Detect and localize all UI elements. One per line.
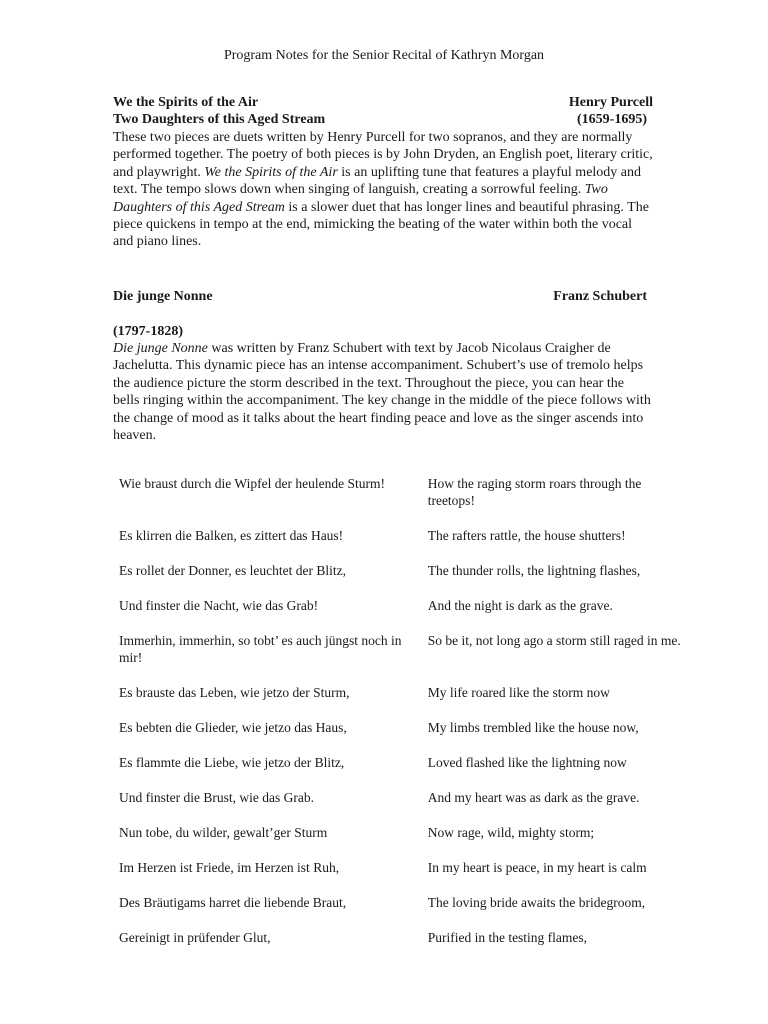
schubert-piece-title: Die junge Nonne [113, 289, 213, 304]
lyrics-row [113, 629, 693, 681]
lyrics-row [113, 681, 693, 716]
english-line: How the raging storm roars through the treetops! [427, 476, 642, 508]
english-line: Loved flashed like the lightning now [427, 755, 627, 770]
english-line: Now rage, wild, mighty storm; [427, 825, 595, 840]
lyrics-row [113, 786, 693, 821]
purcell-notes-italic2: Two Daughters of this Aged Stream [113, 182, 608, 215]
german-line: Wie braust durch die Wipfel der heulende Sturm! [119, 476, 385, 491]
purcell-section [113, 95, 653, 251]
lyrics-row [113, 524, 693, 559]
lyrics-row [113, 751, 693, 786]
german-line: Es brauste das Leben, wie jetzo der Sturm, [119, 685, 350, 700]
german-line: Im Herzen ist Friede, im Herzen ist Ruh, [119, 860, 340, 875]
schubert-notes-text: was written by Franz Schubert with text by Jacob Nicolaus Craigher de Jachelutta. This dynamic piece has an intense accompaniment. Schubert’s use of tremolo helps the audience picture the storm described in the text. Throughout the piece, you can hear the bells ringing within the accompaniment. The key change in the middle of the piece follows with the change of mood as it talks about the heart finding peace and love as the singer ascends into heaven. [113, 341, 651, 444]
english-line: And the night is dark as the grave. [427, 598, 613, 613]
english-line: In my heart is peace, in my heart is calm [427, 860, 647, 875]
purcell-notes-part3: is a slower duet that has longer lines and beautiful phrasing. The piece quickens in tempo at the end, mimicking the beating of the water within both the vocal and piano lines. [113, 199, 649, 250]
schubert-header-row [113, 289, 653, 306]
german-line: Immerhin, immerhin, so tobt’ es auch jüngst noch in mir! [119, 633, 402, 665]
lyrics-table-body [113, 472, 693, 961]
purcell-notes-part2: is an uplifting tune that features a playful melody and text. The tempo slows down when singing of languish, creating a sorrowful feeling. [113, 164, 642, 198]
schubert-dates: (1797-1828) [113, 324, 183, 339]
english-line: The thunder rolls, the lightning flashes, [427, 563, 641, 578]
english-line: Purified in the testing flames, [427, 930, 588, 945]
german-line: Es klirren die Balken, es zittert das Haus! [119, 528, 344, 543]
german-line: Es rollet der Donner, es leuchtet der Blitz, [119, 563, 347, 578]
german-line: Es bebten die Glieder, wie jetzo das Haus, [119, 720, 347, 735]
lyrics-translation-table [113, 472, 693, 961]
english-line: The rafters rattle, the house shutters! [427, 528, 626, 543]
lyrics-row [113, 716, 693, 751]
purcell-notes-part1: These two pieces are duets written by Henry Purcell for two sopranos, and they are normally performed together. The poetry of both pieces is by John Dryden, an English poet, literary critic, and playwright. [113, 130, 653, 180]
page-title: Program Notes for the Senior Recital of Kathryn Morgan [223, 48, 545, 63]
english-line: My limbs trembled like the house now, [427, 720, 639, 735]
schubert-notes [113, 340, 653, 444]
german-line: Gereinigt in prüfender Glut, [119, 930, 271, 945]
purcell-header-row-2 [113, 112, 653, 129]
german-line: Nun tobe, du wilder, gewalt’ger Sturm [119, 825, 328, 840]
lyrics-row [113, 594, 693, 629]
lyrics-row [113, 559, 693, 594]
purcell-dates: (1659-1695) [577, 112, 647, 127]
purcell-piece2-title: Two Daughters of this Aged Stream [113, 112, 326, 127]
purcell-piece1-title: We the Spirits of the Air [113, 95, 259, 110]
purcell-notes [113, 129, 653, 251]
german-line: Es flammte die Liebe, wie jetzo der Blitz, [119, 755, 345, 770]
purcell-composer: Henry Purcell [568, 95, 653, 110]
lyrics-row [113, 472, 693, 524]
lyrics-row [113, 856, 693, 891]
english-line: So be it, not long ago a storm still raged in me. [427, 633, 681, 648]
english-line: And my heart was as dark as the grave. [427, 790, 640, 805]
schubert-section [113, 289, 653, 444]
schubert-composer: Franz Schubert [553, 289, 647, 304]
purcell-notes-italic1: We the Spirits of the Air [204, 164, 338, 180]
german-line: Und finster die Brust, wie das Grab. [119, 790, 314, 805]
lyrics-row [113, 821, 693, 856]
schubert-notes-italic: Die junge Nonne [113, 341, 208, 356]
lyrics-row [113, 926, 693, 961]
german-line: Des Bräutigams harret die liebende Braut, [119, 895, 347, 910]
lyrics-row [113, 891, 693, 926]
english-line: The loving bride awaits the bridegroom, [427, 895, 646, 910]
english-line: My life roared like the storm now [427, 685, 610, 700]
german-line: Und finster die Nacht, wie das Grab! [119, 598, 319, 613]
purcell-header-row-1 [113, 95, 653, 112]
